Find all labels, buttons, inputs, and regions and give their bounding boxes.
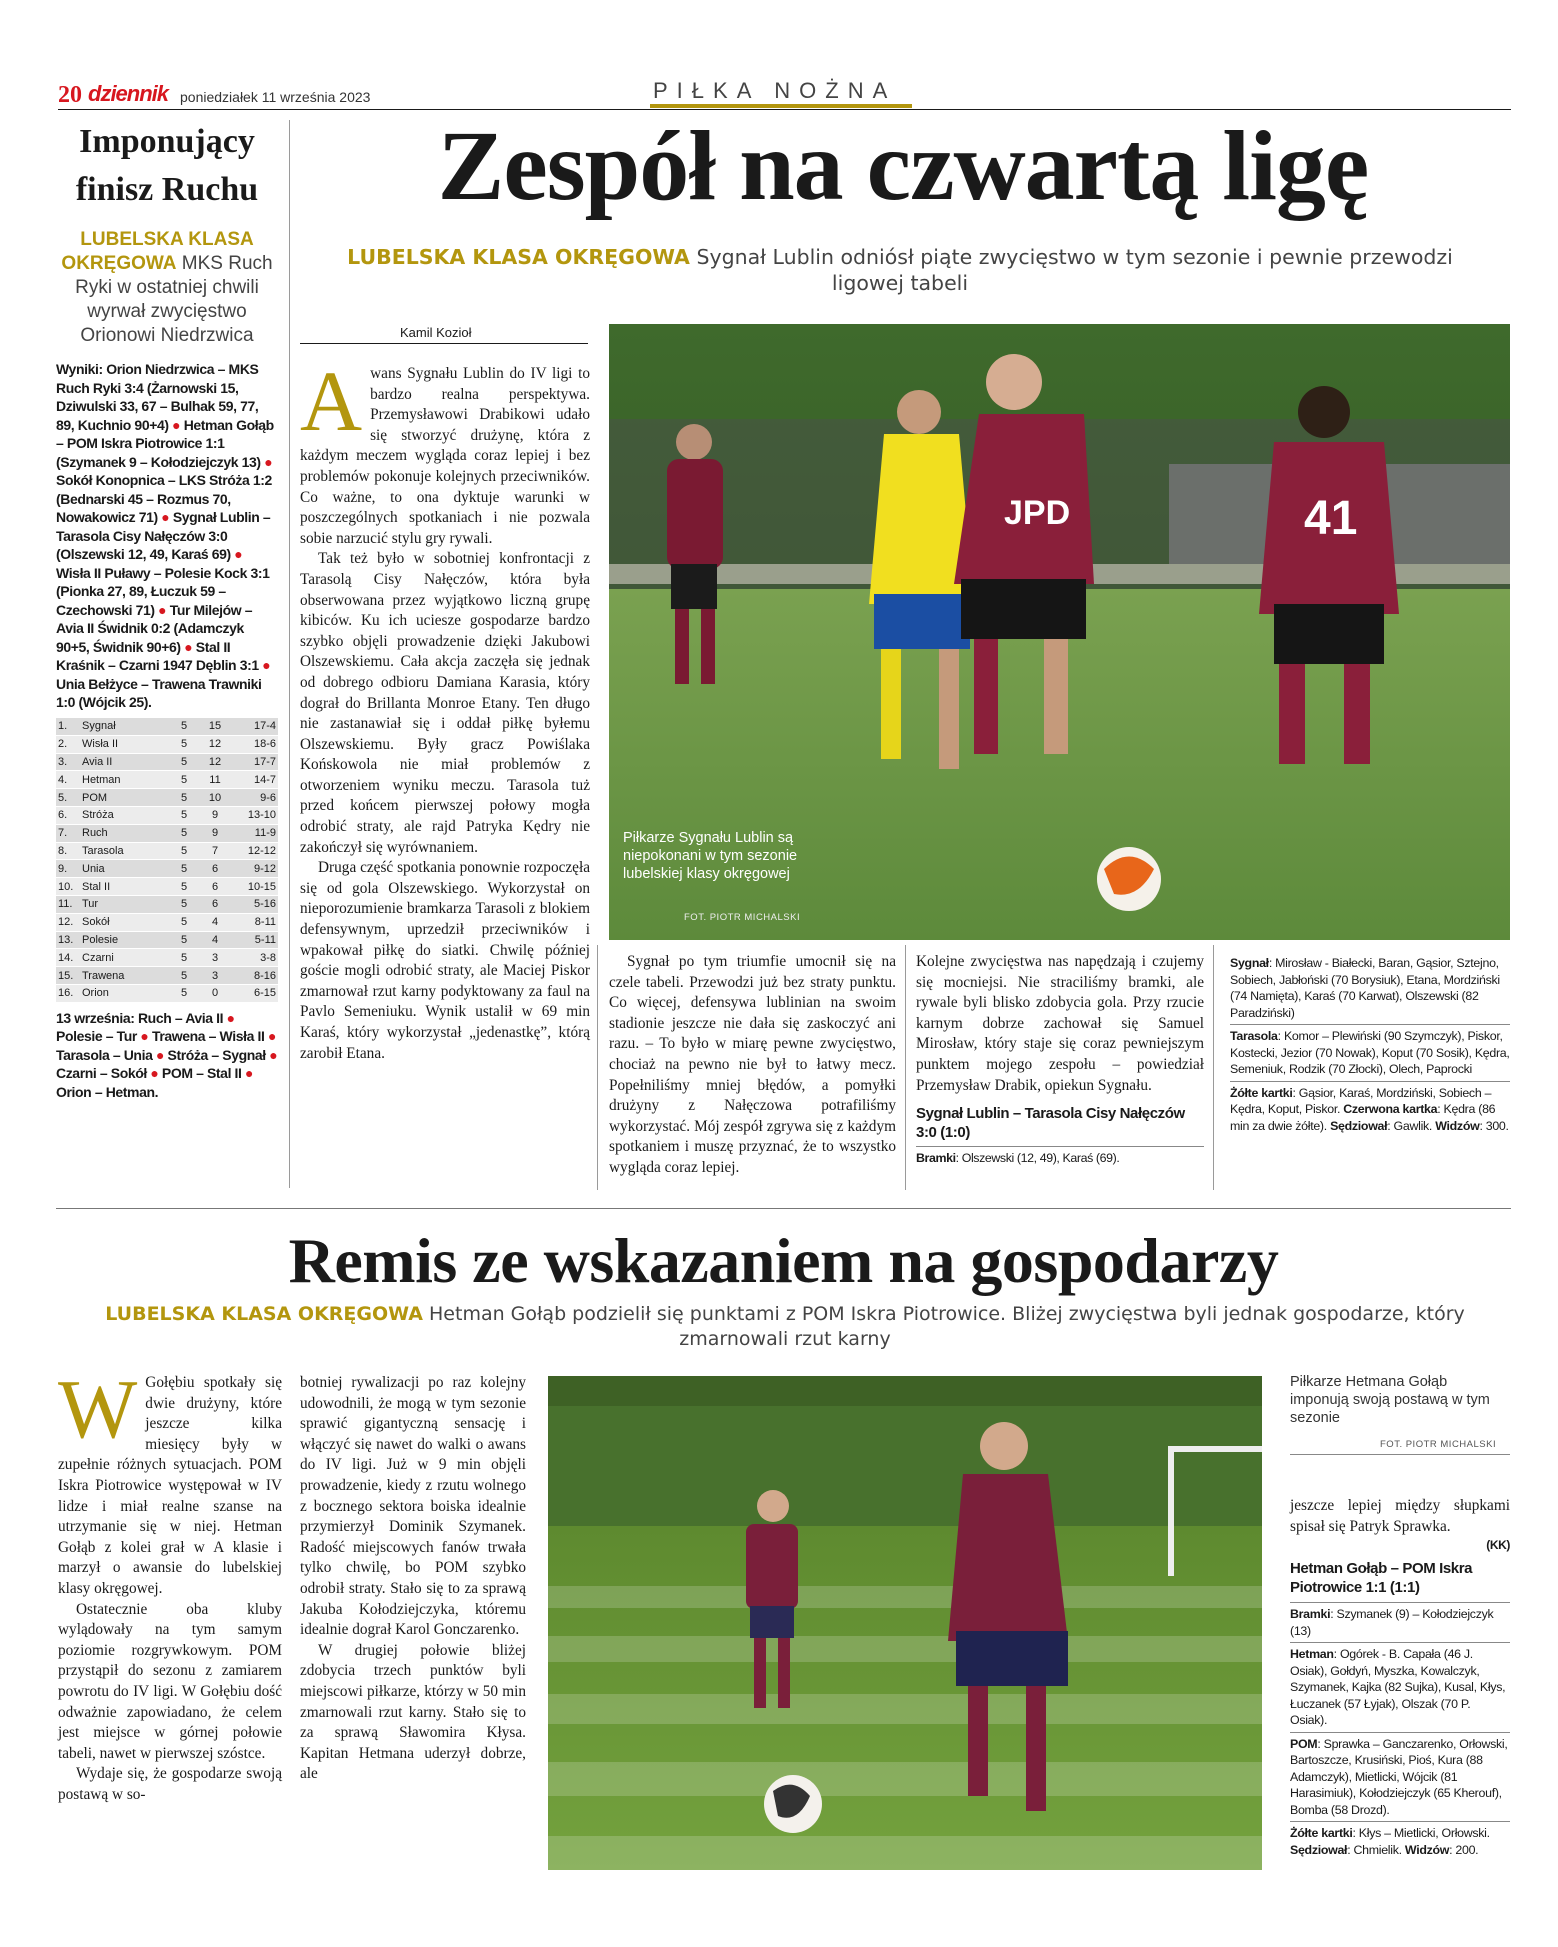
article1-col1: Awans Sygnału Lublin do IV ligi to bardzo realna perspektywa. Przemysławowi Drabikowi udało się stworzyć drużynę, która z każdym meczem wygląda coraz lepiej i bez problemów pokonuje kolejnych przeciwników. Co ważne, to ona dyktuje warunki w poszczególnych spotkaniach i nie pozwala sobie narzucić stylu gry rywali. Tak też było w sobotniej konfrontacji z Tarasolą Cisy Nałęczów, która była obserwowana przez wyjątkowo liczną grupę kibiców. Ku ich uciesze gospodarze bardzo szybko objęli prowadzenie dzięki Jakubowi Olszewskiemu. Cała akcja zaczęła się jednak od dobrego odbioru Damiana Karasia, który dograł do Brillanta Monroe Etany. Ten długo nie zastanawiał się i oddał piłkę byłemu Olszewskiemu. Były gracz Powiślaka Końskowola nie miał problemów z otworzeniem wyniku meczu. Tarasola tuż przed końcem pierwszej połowy mogła odrobić straty, ale rajd Patryka Kędry nie zakończył się wyrównaniem. Druga część spotkania ponownie rozpoczęła się od gola Olszewskiego. Wykorzystał on nieporozumienie bramkarza Tarasoli z blokiem defensywnym, uprzedził przeciwników i wpakował piłkę do siatki. Chwilę później goście mogli odrobić straty, ale Maciej Piskor zmarnował rzut karny podyktowany za faul na Pavlo Semeniuku. Wynik ustalił w 69 min Karaś, który wykorzystał „jedenastkę”, którą zarobił Etana. — [300, 353, 590, 1062]
table-cell: 5 — [170, 931, 198, 949]
table-cell: 10. — [56, 878, 80, 896]
section-divider — [56, 1208, 1511, 1209]
table-cell: 5 — [170, 718, 198, 736]
fixtures-list: 13 września: Ruch – Avia II ● Polesie – Tur ● Trawena – Wisła II ● Tarasola – Unia ● Stróża – Sygnał ● Czarni – Sokół ● POM – Stal II ● Orion – Hetman. — [56, 1009, 278, 1100]
table-cell: 8-11 — [232, 913, 278, 931]
photo1-caption: Piłkarze Sygnału Lublin są niepokonani w tym sezonie lubelskiej klasy okręgowej — [623, 830, 798, 882]
match2-title: Hetman Gołąb – POM Iskra Piotrowice 1:1 (1:1) — [1290, 1560, 1473, 1597]
fixture-item: Orion – Hetman. — [56, 1083, 159, 1100]
match1-info-box: Sygnał: Mirosław - Białecki, Baran, Gąsior, Sztejno, Sobiech, Jabłoński (70 Borysiuk), Etana, Mordziński (74 Namięta), Karaś (70 Karwat), Olszewski (82 Paradziński) Tarasola: Komor – Plewiński (90 Szymczyk), Piskor, Kostecki, Jezior (70 Nowak), Koput (70 Sosik), Kędra, Semeniuk, Rodzik (70 Złocki), Olech, Paprocki Żółte kartki: Gąsior, Karaś, Mordziński, Sobiech – Kędra, Koput, Piskor. Czerwona kartka: Kędra (86 min za dwie żółte). Sędziował: Gawlik. Widzów: 300. — [1230, 952, 1510, 1137]
table-cell: 14. — [56, 949, 80, 967]
sidebar-divider — [289, 120, 290, 1188]
table-cell: 15. — [56, 967, 80, 985]
table-cell: 5 — [170, 984, 198, 1002]
sidebar-lead: LUBELSKA KLASA OKRĘGOWA MKS Ruch Ryki w ostatniej chwili wyrwał zwycięstwo Orionowi Niedrzwica — [61, 229, 273, 346]
table-cell: 3 — [198, 967, 232, 985]
table-cell: Ruch — [80, 824, 170, 842]
bullet-dot: ● — [168, 416, 184, 433]
table-cell: 5 — [170, 913, 198, 931]
article2-col3: jeszcze lepiej między słupkami spisał się Patryk Sprawka. (KK) Hetman Gołąb – POM Iskra Piotrowice 1:1 (1:1) — [1290, 1497, 1510, 1597]
table-cell: 4 — [198, 913, 232, 931]
article1-col3: Kolejne zwycięstwa nas napędzają i czujemy się mocniejsi. Nie straciliśmy bramki, ale rywale byli blisko zdobycia gola. Przy rzucie karnym dobrze zachował się Samuel Mirosław, który staje się coraz pewniejszym punktem mojego zespołu – powiedział Przemysław Drabik, opiekun Sygnału. Sygnał Lublin – Tarasola Cisy Nałęczów 3:0 (1:0) Bramki: Olszewski (12, 49), Karaś (69). — [916, 953, 1204, 1166]
table-row — [56, 735, 278, 753]
table-cell: 5. — [56, 789, 80, 807]
table-cell: Unia — [80, 860, 170, 878]
table-cell: 10 — [198, 789, 232, 807]
table-row — [56, 967, 278, 985]
table-cell: Sokół — [80, 913, 170, 931]
bullet-dot: ● — [260, 453, 273, 470]
bullet-dot: ● — [154, 601, 170, 618]
table-row — [56, 913, 278, 931]
fixture-item: Czarni – Sokół — [56, 1065, 147, 1082]
table-cell: 10-15 — [232, 878, 278, 896]
svg-text:41: 41 — [1304, 492, 1358, 545]
table-row — [56, 806, 278, 824]
table-cell: POM — [80, 789, 170, 807]
table-cell: 9 — [198, 806, 232, 824]
table-cell: Polesie — [80, 931, 170, 949]
table-cell: 12 — [198, 753, 232, 771]
table-cell: 5 — [170, 860, 198, 878]
table-cell: 7. — [56, 824, 80, 842]
table-cell: 6. — [56, 806, 80, 824]
table-cell: Tur — [80, 895, 170, 913]
photo2-credit: FOT. PIOTR MICHALSKI — [1380, 1439, 1497, 1450]
table-cell: 9. — [56, 860, 80, 878]
match-photo-hetman — [548, 1376, 1262, 1870]
sidebar — [56, 118, 278, 1101]
result-item: Sygnał Lublin – Tarasola Cisy Nałęczów 3:0 (Olszewski 12, 49, Karaś 69) — [56, 509, 271, 562]
table-cell: 12 — [198, 735, 232, 753]
table-cell: 6 — [198, 860, 232, 878]
table-cell: 5 — [170, 842, 198, 860]
section-label: PIŁKA NOŻNA — [653, 78, 897, 103]
match2-info-box: Bramki: Szymanek (9) – Kołodziejczyk (13) Hetman: Ogórek - B. Capała (46 J. Osiak), Gołdyń, Myszka, Kowalczyk, Szymanek, Kajka (82 Sujka), Kusal, Kłys, Łuczanek (57 Łyjak), Olszak (70 P. Osiak). POM: Sprawka – Ganczarenko, Orłowski, Bartoszcze, Krusiński, Pioś, Kura (88 Adamczyk), Mietlicki, Wójcik (81 Harasimiuk), Kołodziejczyk (65 Kherouf), Bomba (58 Drozd). Żółte kartki: Kłys – Mietlicki, Orłowski. Sędziował: Chmielik. Widzów: 200. — [1290, 1602, 1510, 1861]
table-cell: 5-11 — [232, 931, 278, 949]
table-cell: Wisła II — [80, 735, 170, 753]
bullet-dot: ● — [152, 1046, 168, 1063]
col-divider — [1213, 945, 1214, 1190]
table-cell: 0 — [198, 984, 232, 1002]
bullet-dot: ● — [223, 1009, 235, 1026]
table-cell: Czarni — [80, 949, 170, 967]
table-cell: 5 — [170, 967, 198, 985]
article2-col2: botniej rywalizacji po raz kolejny udowodnili, że mogą w tym sezonie sprawić gigantyczną sensację i włączyć się nawet do walki o awans do IV ligi. Już w 9 min objęli prowadzenie, kiedy z rzutu wolnego z bocznego sektora boiska idealnie przymierzył Dominik Szymanek. Radość miejscowych fanów trwała tylko chwilę, bo POM szybko odrobił straty. Stało się to za sprawą Jakuba Kołodziejczyka, któremu idealnie dograł Karol Gonczarenko. W drugiej połowie bliżej zdobycia trzech punktów byli miejscowi piłkarze, którzy w 50 min zmarnowali rzut karny. Stało się to za sprawą Sławomira Kłysa. Kapitan Hetmana uderzył dobrze, ale — [300, 1374, 526, 1783]
table-row — [56, 949, 278, 967]
result-item: Tur Milejów – Avia II Świdnik 0:2 (Adamczyk 90+5, Świdnik 90+6) — [56, 601, 253, 655]
bullet-dot: ● — [157, 509, 173, 525]
issue-date: poniedziałek 11 września 2023 — [180, 89, 371, 105]
table-cell: 3 — [198, 949, 232, 967]
result-item: Stal II Kraśnik – Czarni 1947 Dęblin 3:1 — [56, 638, 259, 673]
table-cell: 5 — [170, 949, 198, 967]
table-cell: Trawena — [80, 967, 170, 985]
article2-headline: Remis ze wskazaniem na gospodarzy — [288, 1225, 1279, 1296]
result-item: Sokół Konopnica – LKS Stróża 1:2 (Bednarski 45 – Rozmus 70, Nowakowicz 71) — [56, 472, 272, 525]
table-cell: 9-12 — [232, 860, 278, 878]
bullet-dot: ● — [146, 1065, 162, 1082]
article1-author: Kamil Kozioł — [400, 325, 472, 340]
table-cell: 5 — [170, 878, 198, 896]
table-cell: Orion — [80, 984, 170, 1002]
bullet-dot: ● — [265, 1046, 278, 1063]
table-cell: 11. — [56, 895, 80, 913]
table-cell: 6-15 — [232, 984, 278, 1002]
table-row — [56, 860, 278, 878]
result-item: Wisła II Puławy – Polesie Kock 3:1 (Pionka 27, 89, Łuczuk 59 – Czechowski 71) — [56, 564, 270, 618]
fixture-item: Ruch – Avia II — [137, 1009, 224, 1026]
table-cell: 14-7 — [232, 771, 278, 789]
table-cell: 8-16 — [232, 967, 278, 985]
col-divider — [597, 945, 598, 1190]
table-cell: 6 — [198, 878, 232, 896]
article1-headline: Zespół na czwartą ligę — [437, 110, 1369, 221]
table-cell: 11 — [198, 771, 232, 789]
table-cell: 5-16 — [232, 895, 278, 913]
fixture-item: Tarasola – Unia — [56, 1046, 153, 1063]
league-table — [56, 718, 278, 1003]
table-row — [56, 789, 278, 807]
article2-lead: LUBELSKA KLASA OKRĘGOWA Hetman Gołąb podzielił się punktami z POM Iskra Piotrowice. Bliżej zwycięstwa byli jednak gospodarze, który zmarnowali rzut karny — [105, 1303, 1465, 1350]
caption-rule — [1290, 1454, 1510, 1455]
table-row — [56, 842, 278, 860]
table-cell: Hetman — [80, 771, 170, 789]
fixture-item: Trawena – Wisła II — [151, 1028, 265, 1045]
sidebar-title: Imponujący finisz Ruchu — [75, 123, 259, 208]
article2-col1: W Gołębiu spotkały się dwie drużyny, które jeszcze kilka miesięcy były w zupełnie różnych sytuacjach. POM Iskra Piotrowice występował w IV lidze i miał realne szanse na utrzymanie się w niej. Hetman Gołąb z kolei grał w A klasie i marzył o awansie do lubelskiej klasy okręgowej. Ostatecznie oba kluby wylądowały na tym samym poziomie rozgrywkowym. POM przystąpił do sezonu z zamiarem powrotu do IV ligi. W Gołębiu dość odważnie zapowiadano, że celem jest miejsce w górnej połowie tabeli, nawet w pierwszej szóstce. Wydaje się, że gospodarze swoją postawą w so- — [58, 1363, 282, 1803]
table-cell: 6 — [198, 895, 232, 913]
table-cell: 12. — [56, 913, 80, 931]
article1-lead: LUBELSKA KLASA OKRĘGOWA Sygnał Lublin odniósł piąte zwycięstwo w tym sezonie i pewnie przewodzi ligowej tabeli — [347, 245, 1453, 295]
table-cell: Tarasola — [80, 842, 170, 860]
table-cell: 17-7 — [232, 753, 278, 771]
table-cell: Stal II — [80, 878, 170, 896]
bullet-dot: ● — [241, 1065, 254, 1082]
photo1-credit: FOT. PIOTR MICHALSKI — [684, 912, 801, 923]
bullet-dot: ● — [230, 546, 243, 562]
author-rule — [300, 343, 588, 344]
table-cell: 13-10 — [232, 806, 278, 824]
match1-goals: Bramki: Olszewski (12, 49), Karaś (69). — [916, 1146, 1204, 1166]
table-cell: 15 — [198, 718, 232, 736]
table-cell: 7 — [198, 842, 232, 860]
table-cell: 4 — [198, 931, 232, 949]
results-list: Wyniki: Orion Niedrzwica – MKS Ruch Ryki 3:4 (Żarnowski 15, Dziwulski 33, 67 – Bulhak 59, 77, 89, Kuchnio 90+4) ● Hetman Gołąb – POM Iskra Piotrowice 1:1 (Szymanek 9 – Kołodziejczyk 13) ● Sokół Konopnica – LKS Stróża 1:2 (Bednarski 45 – Rozmus 70, Nowakowicz 71) ● Sygnał Lublin – Tarasola Cisy Nałęczów 3:0 (Olszewski 12, 49, Karaś 69) ● Wisła II Puławy – Polesie Kock 3:1 (Pionka 27, 89, Łuczuk 59 – Czechowski 71) ● Tur Milejów – Avia II Świdnik 0:2 (Adamczyk 90+5, Świdnik 90+6) ● Stal II Kraśnik – Czarni 1947 Dęblin 3:1 ● Unia Bełżyce – Trawena Trawniki 1:0 (Wójcik 25). — [56, 361, 274, 710]
table-cell: 3-8 — [232, 949, 278, 967]
table-cell: 5 — [170, 771, 198, 789]
brand-logo: dziennik — [88, 81, 169, 106]
table-cell: 5 — [170, 753, 198, 771]
table-row — [56, 753, 278, 771]
table-cell: 8. — [56, 842, 80, 860]
table-cell: 1. — [56, 718, 80, 736]
table-cell: 5 — [170, 735, 198, 753]
table-cell: 5 — [170, 824, 198, 842]
result-item: Orion Niedrzwica – MKS Ruch Ryki 3:4 (Żarnowski 15, Dziwulski 33, 67 – Bulhak 59, 77, 89, Kuchnio 90+4) — [56, 361, 259, 433]
table-cell: 5 — [170, 789, 198, 807]
table-cell: 9-6 — [232, 789, 278, 807]
table-cell: Avia II — [80, 753, 170, 771]
result-item: Unia Bełżyce – Trawena Trawniki 1:0 (Wójcik 25). — [56, 675, 262, 710]
dropcap: W — [58, 1363, 138, 1456]
col-divider — [905, 945, 906, 1190]
table-cell: 13. — [56, 931, 80, 949]
table-row — [56, 895, 278, 913]
table-cell: Stróża — [80, 806, 170, 824]
table-cell: 12-12 — [232, 842, 278, 860]
bullet-dot: ● — [136, 1028, 152, 1045]
dropcap: A — [300, 353, 363, 449]
table-cell: Sygnał — [80, 718, 170, 736]
table-cell: 16. — [56, 984, 80, 1002]
match1-title: Sygnał Lublin – Tarasola Cisy Nałęczów 3:0 (1:0) — [916, 1105, 1185, 1142]
table-row — [56, 771, 278, 789]
svg-text:JPD: JPD — [1004, 494, 1071, 532]
table-cell: 5 — [170, 806, 198, 824]
page-number: 20 — [58, 82, 82, 108]
result-item: Hetman Gołąb – POM Iskra Piotrowice 1:1 (Szymanek 9 – Kołodziejczyk 13) — [56, 416, 274, 470]
table-cell: 18-6 — [232, 735, 278, 753]
signature: (KK) — [1486, 1538, 1510, 1553]
table-cell: 11-9 — [232, 824, 278, 842]
table-row — [56, 878, 278, 896]
table-cell: 9 — [198, 824, 232, 842]
article1-col2: Sygnał po tym triumfie umocnił się na czele tabeli. Przewodzi już bez straty punktu. Co więcej, defensywa lublinian na swoim stadionie jeszcze nie dała się zaskoczyć ani razu. – To było w miarę pewne zwycięstwo, chociaż na pewno nie był to łatwy mecz. Popełniliśmy mniej błędów, a pomyłki drużyny z Nałęczowa potrafiliśmy wykorzystać. Mój zespół zgrywa się z każdym spotkaniem i muszę przyznać, że to wszystko wygląda coraz lepiej. — [609, 953, 896, 1176]
table-cell: 17-4 — [232, 718, 278, 736]
table-row — [56, 824, 278, 842]
table-cell: 2. — [56, 735, 80, 753]
bullet-dot: ● — [180, 638, 196, 655]
fixture-item: POM – Stal II — [161, 1065, 242, 1082]
table-row — [56, 718, 278, 736]
bullet-dot: ● — [258, 657, 271, 673]
table-row — [56, 984, 278, 1002]
table-cell: 5 — [170, 895, 198, 913]
photo2-caption: Piłkarze Hetmana Gołąb imponują swoją postawą w tym sezonie — [1290, 1374, 1490, 1426]
table-cell: 3. — [56, 753, 80, 771]
table-row — [56, 931, 278, 949]
fixture-item: Polesie – Tur — [56, 1028, 137, 1045]
match-photo-sygnal — [609, 324, 1510, 940]
fixture-item: Stróża – Sygnał — [167, 1046, 266, 1063]
table-cell: 4. — [56, 771, 80, 789]
bullet-dot: ● — [264, 1028, 277, 1045]
